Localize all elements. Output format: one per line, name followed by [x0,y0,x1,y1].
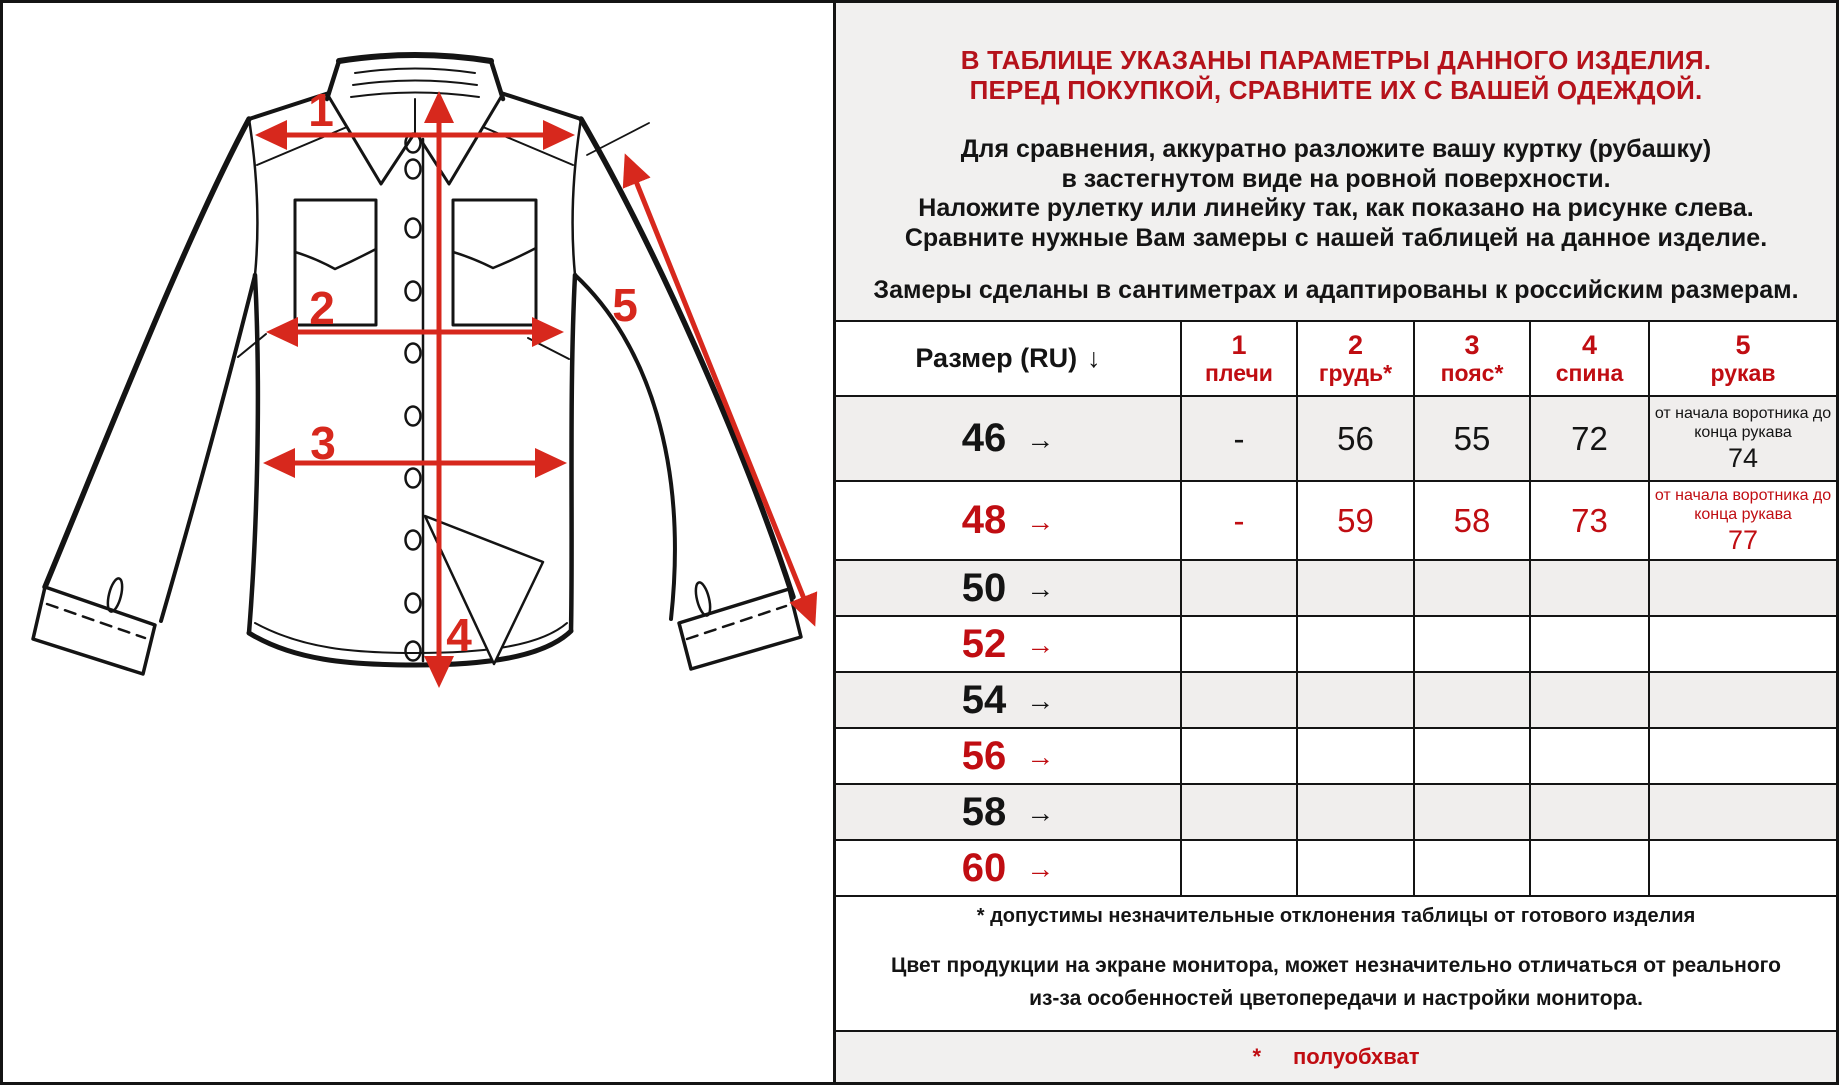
instruction-line: Сравните нужные Вам замеры с нашей таблицей на данное изделие. [904,223,1768,252]
arrow-right-icon: → [1026,853,1055,884]
measure-label-1: 1 [308,84,334,136]
table-row-size-50: 50 → [836,559,1836,615]
measure-label-3: 3 [310,417,336,469]
footnotes [836,895,1836,1030]
column-header-chest: 2 грудь* [1296,322,1413,395]
cell-sleeve: от начала воротника до конца рукава 77 [1648,482,1836,559]
arrow-right-icon: → [1026,573,1055,604]
color-footnote: Цвет продукции на экране монитора, может незначительно отличаться от реального из-за особенностей цветопередачи и настройки монитора. [891,954,1781,1010]
garment-diagram-panel [3,3,836,1082]
column-header-shoulders: 1 плечи [1180,322,1296,395]
arrow-down-icon: ↓ [1087,343,1101,373]
instruction-line: в застегнутом виде на ровной поверхности. [1061,164,1611,193]
column-header-back: 4 спина [1529,322,1648,395]
size-column-header [836,322,1180,395]
measure-label-4: 4 [446,609,472,661]
cell-chest: 59 [1296,482,1413,559]
size-info-panel [836,3,1836,1082]
arrow-right-icon: → [1026,423,1055,455]
half-girth-label: полуобхват [1293,1044,1420,1069]
table-row-size-58: 58 → [836,783,1836,839]
table-row-size-54: 54 → [836,671,1836,727]
cell-chest: 56 [1296,397,1413,480]
arrow-right-icon: → [1026,685,1055,716]
chest-pocket-right-icon [453,200,536,325]
instruction-line: Наложите рулетку или линейку так, как показано на рисунке слева. [918,194,1754,222]
cell-sleeve: от начала воротника до конца рукава 74 [1648,397,1836,480]
cell-shoulders: - [1180,482,1296,559]
shirt-outline-icon [33,55,801,674]
table-header-row [836,320,1836,395]
table-row-size-52: 52 → [836,615,1836,671]
measurement-arrows [261,84,813,682]
intro-title [836,45,1836,105]
arrow-right-icon: → [1026,797,1055,828]
measure-label-5: 5 [612,279,638,331]
measure-label-2: 2 [309,282,335,334]
units-note: Замеры сделаны в сантиметрах и адаптированы к российским размерам. [873,276,1799,304]
cell-back: 73 [1529,482,1648,559]
arrow-right-icon: → [1026,505,1055,537]
chest-pocket-left-icon [295,200,376,325]
arrow-right-icon: → [1026,629,1055,660]
size-table [836,320,1836,895]
asterisk-mark: * [1252,1044,1262,1069]
column-header-sleeve: 5 рукав [1648,322,1836,395]
deviation-footnote: * допустимы незначительные отклонения таблицы от готового изделия [976,905,1696,927]
table-row-size-46: 46 → - 56 55 72 от начала воротника до конца рукава 74 [836,395,1836,480]
instruction-line: Для сравнения, аккуратно разложите вашу куртку (рубашку) [960,135,1712,163]
button-row-icon [406,134,421,661]
table-row-size-56: 56 → [836,727,1836,783]
cell-back: 72 [1529,397,1648,480]
half-girth-note [836,1030,1836,1082]
intro-title-line2: ПЕРЕД ПОКУПКОЙ, СРАВНИТЕ ИХ С ВАШЕЙ ОДЕЖДОЙ. [969,75,1703,105]
shirt-measurement-drawing [3,3,833,1082]
measure-arrow-sleeve [627,159,813,621]
intro-title-line1: В ТАБЛИЦЕ УКАЗАНЫ ПАРАМЕТРЫ ДАННОГО ИЗДЕЛИЯ. [960,45,1712,75]
size-header-label: Размер (RU) [915,343,1078,373]
intro-instructions [836,135,1836,253]
intro-block [836,3,1836,320]
arrow-right-icon: → [1026,741,1055,772]
cell-waist: 55 [1413,397,1529,480]
cell-waist: 58 [1413,482,1529,559]
cell-shoulders: - [1180,397,1296,480]
column-header-waist: 3 пояс* [1413,322,1529,395]
table-row-size-48: 48 → - 59 58 73 от начала воротника до конца рукава 77 [836,480,1836,559]
table-row-size-60: 60 → [836,839,1836,895]
